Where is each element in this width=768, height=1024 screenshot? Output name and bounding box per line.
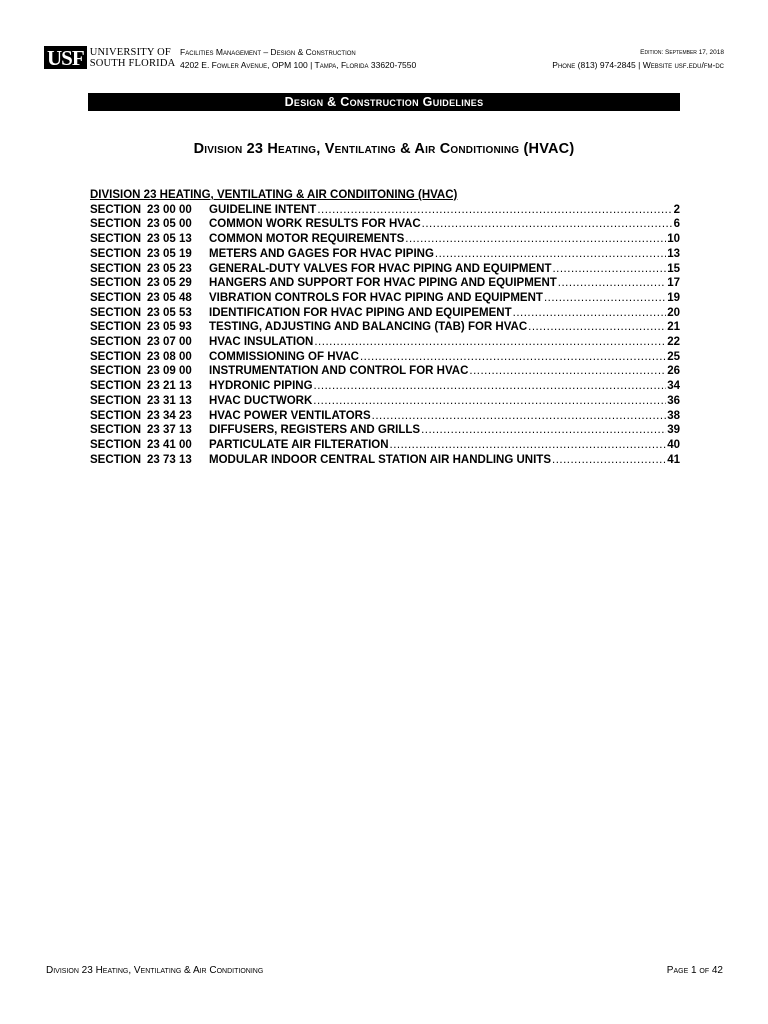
- dot-leader: [528, 320, 666, 335]
- section-page: 40: [667, 438, 680, 451]
- toc-entry[interactable]: [90, 409, 680, 424]
- logo-mark: USF: [44, 46, 87, 69]
- section-page: 34: [667, 380, 680, 393]
- dot-leader: [421, 423, 666, 438]
- dot-leader: [405, 232, 666, 247]
- toc-entry[interactable]: [90, 262, 680, 277]
- toc-heading: DIVISION 23 HEATING, VENTILATING & AIR CONDIITONING (HVAC): [90, 189, 458, 201]
- section-page: 13: [667, 247, 680, 260]
- dot-leader: [314, 335, 666, 350]
- footer-division: Division 23 Heating, Ventilating & Air Conditioning: [46, 965, 264, 976]
- section-title: GENERAL-DUTY VALVES FOR HVAC PIPING AND EQUIPMENT: [209, 262, 552, 275]
- page-number: Page 1 of 42: [666, 965, 723, 976]
- section-number: 23 07 00: [147, 336, 192, 349]
- department-address: 4202 E. Fowler Avenue, OPM 100 | Tampa, Florida 33620-7550: [180, 60, 417, 70]
- toc-entry[interactable]: [90, 291, 680, 306]
- section-page: 2: [673, 203, 680, 216]
- toc-entry[interactable]: [90, 453, 680, 468]
- dot-leader: [552, 262, 666, 277]
- section-page: 15: [667, 262, 680, 275]
- section-number: 23 05 19: [147, 247, 192, 260]
- section-page: 19: [667, 291, 680, 304]
- dot-leader: [360, 350, 666, 365]
- toc-entry[interactable]: [90, 232, 680, 247]
- logo-line-1: UNIVERSITY OF: [89, 46, 171, 58]
- section-page: 36: [667, 394, 680, 407]
- dot-leader: [544, 291, 666, 306]
- dot-leader: [422, 217, 673, 232]
- edition-date: Edition: September 17, 2018: [640, 49, 724, 56]
- section-number: 23 05 29: [147, 277, 192, 290]
- toc-entry[interactable]: [90, 423, 680, 438]
- dot-leader: [558, 276, 666, 291]
- section-number: 23 21 13: [147, 380, 192, 393]
- section-number: 23 05 48: [147, 291, 192, 304]
- section-label: SECTION: [90, 247, 142, 260]
- section-title: PARTICULATE AIR FILTERATION: [209, 438, 389, 451]
- toc-entry[interactable]: [90, 335, 680, 350]
- section-title: VIBRATION CONTROLS FOR HVAC PIPING AND EQUIPMENT: [209, 291, 543, 304]
- section-page: 25: [667, 350, 680, 363]
- section-page: 20: [667, 306, 680, 319]
- section-title: COMMISSIONING OF HVAC: [209, 350, 359, 363]
- dot-leader: [313, 394, 666, 409]
- section-title: GUIDELINE INTENT: [209, 203, 317, 216]
- section-page: 41: [667, 453, 680, 466]
- section-page: 6: [673, 218, 680, 231]
- section-title: HVAC POWER VENTILATORS: [209, 409, 371, 422]
- contact-info: Phone (813) 974-2845 | Website usf.edu/fm-dc: [552, 60, 724, 70]
- section-title: INSTRUMENTATION AND CONTROL FOR HVAC: [209, 365, 469, 378]
- section-label: SECTION: [90, 203, 142, 216]
- section-number: 23 08 00: [147, 350, 192, 363]
- section-label: SECTION: [90, 277, 142, 290]
- logo-line-2: SOUTH FLORIDA: [89, 57, 176, 69]
- section-label: SECTION: [90, 336, 142, 349]
- section-title: COMMON WORK RESULTS FOR HVAC: [209, 218, 421, 231]
- dot-leader: [372, 409, 667, 424]
- section-label: SECTION: [90, 380, 142, 393]
- dot-leader: [314, 379, 667, 394]
- section-page: 10: [667, 233, 680, 246]
- usf-logo: [44, 46, 175, 69]
- section-label: SECTION: [90, 409, 142, 422]
- section-number: 23 05 53: [147, 306, 192, 319]
- section-number: 23 05 23: [147, 262, 192, 275]
- section-label: SECTION: [90, 262, 142, 275]
- section-title: COMMON MOTOR REQUIREMENTS: [209, 233, 405, 246]
- section-title: IDENTIFICATION FOR HVAC PIPING AND EQUIPEMENT: [209, 306, 512, 319]
- section-title: METERS AND GAGES FOR HVAC PIPING: [209, 247, 434, 260]
- dot-leader: [435, 247, 666, 262]
- section-title: HVAC INSULATION: [209, 336, 314, 349]
- section-number: 23 05 00: [147, 218, 192, 231]
- toc-list: [90, 203, 680, 468]
- section-title: TESTING, ADJUSTING AND BALANCING (TAB) FOR HVAC: [209, 321, 528, 334]
- section-label: SECTION: [90, 365, 142, 378]
- toc-entry[interactable]: [90, 438, 680, 453]
- section-label: SECTION: [90, 306, 142, 319]
- logo-wordmark: [90, 47, 176, 69]
- dot-leader: [552, 453, 666, 468]
- dot-leader: [469, 364, 666, 379]
- section-label: SECTION: [90, 424, 142, 437]
- section-number: 23 41 00: [147, 438, 192, 451]
- toc-entry[interactable]: [90, 379, 680, 394]
- page-header: [44, 44, 724, 74]
- section-label: SECTION: [90, 321, 142, 334]
- section-page: 22: [667, 336, 680, 349]
- toc-entry[interactable]: [90, 306, 680, 321]
- section-number: 23 05 13: [147, 233, 192, 246]
- section-label: SECTION: [90, 218, 142, 231]
- edition-info: [552, 46, 724, 72]
- section-title: HANGERS AND SUPPORT FOR HVAC PIPING AND EQUIPMENT: [209, 277, 557, 290]
- dot-leader: [513, 306, 667, 321]
- section-page: 21: [667, 321, 680, 334]
- toc-entry[interactable]: [90, 217, 680, 232]
- section-number: 23 05 93: [147, 321, 192, 334]
- section-number: 23 37 13: [147, 424, 192, 437]
- section-number: 23 34 23: [147, 409, 192, 422]
- section-label: SECTION: [90, 291, 142, 304]
- section-number: 23 73 13: [147, 453, 192, 466]
- section-title: HVAC DUCTWORK: [209, 394, 313, 407]
- section-page: 39: [667, 424, 680, 437]
- toc-entry[interactable]: [90, 394, 680, 409]
- toc-entry[interactable]: [90, 203, 680, 218]
- toc-entry[interactable]: [90, 364, 680, 379]
- table-of-contents: [90, 188, 680, 467]
- dot-leader: [390, 438, 667, 453]
- section-page: 17: [667, 277, 680, 290]
- section-page: 26: [667, 365, 680, 378]
- section-number: 23 09 00: [147, 365, 192, 378]
- section-number: 23 00 00: [147, 203, 192, 216]
- division-title: Division 23 Heating, Ventilating & Air Conditioning (HVAC): [193, 141, 575, 157]
- dot-leader: [317, 203, 672, 218]
- section-label: SECTION: [90, 233, 142, 246]
- toc-entry[interactable]: [90, 247, 680, 262]
- section-label: SECTION: [90, 438, 142, 451]
- department-info: [180, 46, 416, 72]
- section-number: 23 31 13: [147, 394, 192, 407]
- toc-entry[interactable]: [90, 276, 680, 291]
- section-page: 38: [667, 409, 680, 422]
- section-label: SECTION: [90, 453, 142, 466]
- toc-entry[interactable]: [90, 350, 680, 365]
- section-label: SECTION: [90, 350, 142, 363]
- section-label: SECTION: [90, 394, 142, 407]
- toc-entry[interactable]: [90, 320, 680, 335]
- guidelines-banner: Design & Construction Guidelines: [88, 93, 680, 111]
- department-name: Facilities Management – Design & Construction: [180, 47, 356, 57]
- section-title: DIFFUSERS, REGISTERS AND GRILLS: [209, 424, 421, 437]
- section-title: MODULAR INDOOR CENTRAL STATION AIR HANDLING UNITS: [209, 453, 552, 466]
- section-title: HYDRONIC PIPING: [209, 380, 313, 393]
